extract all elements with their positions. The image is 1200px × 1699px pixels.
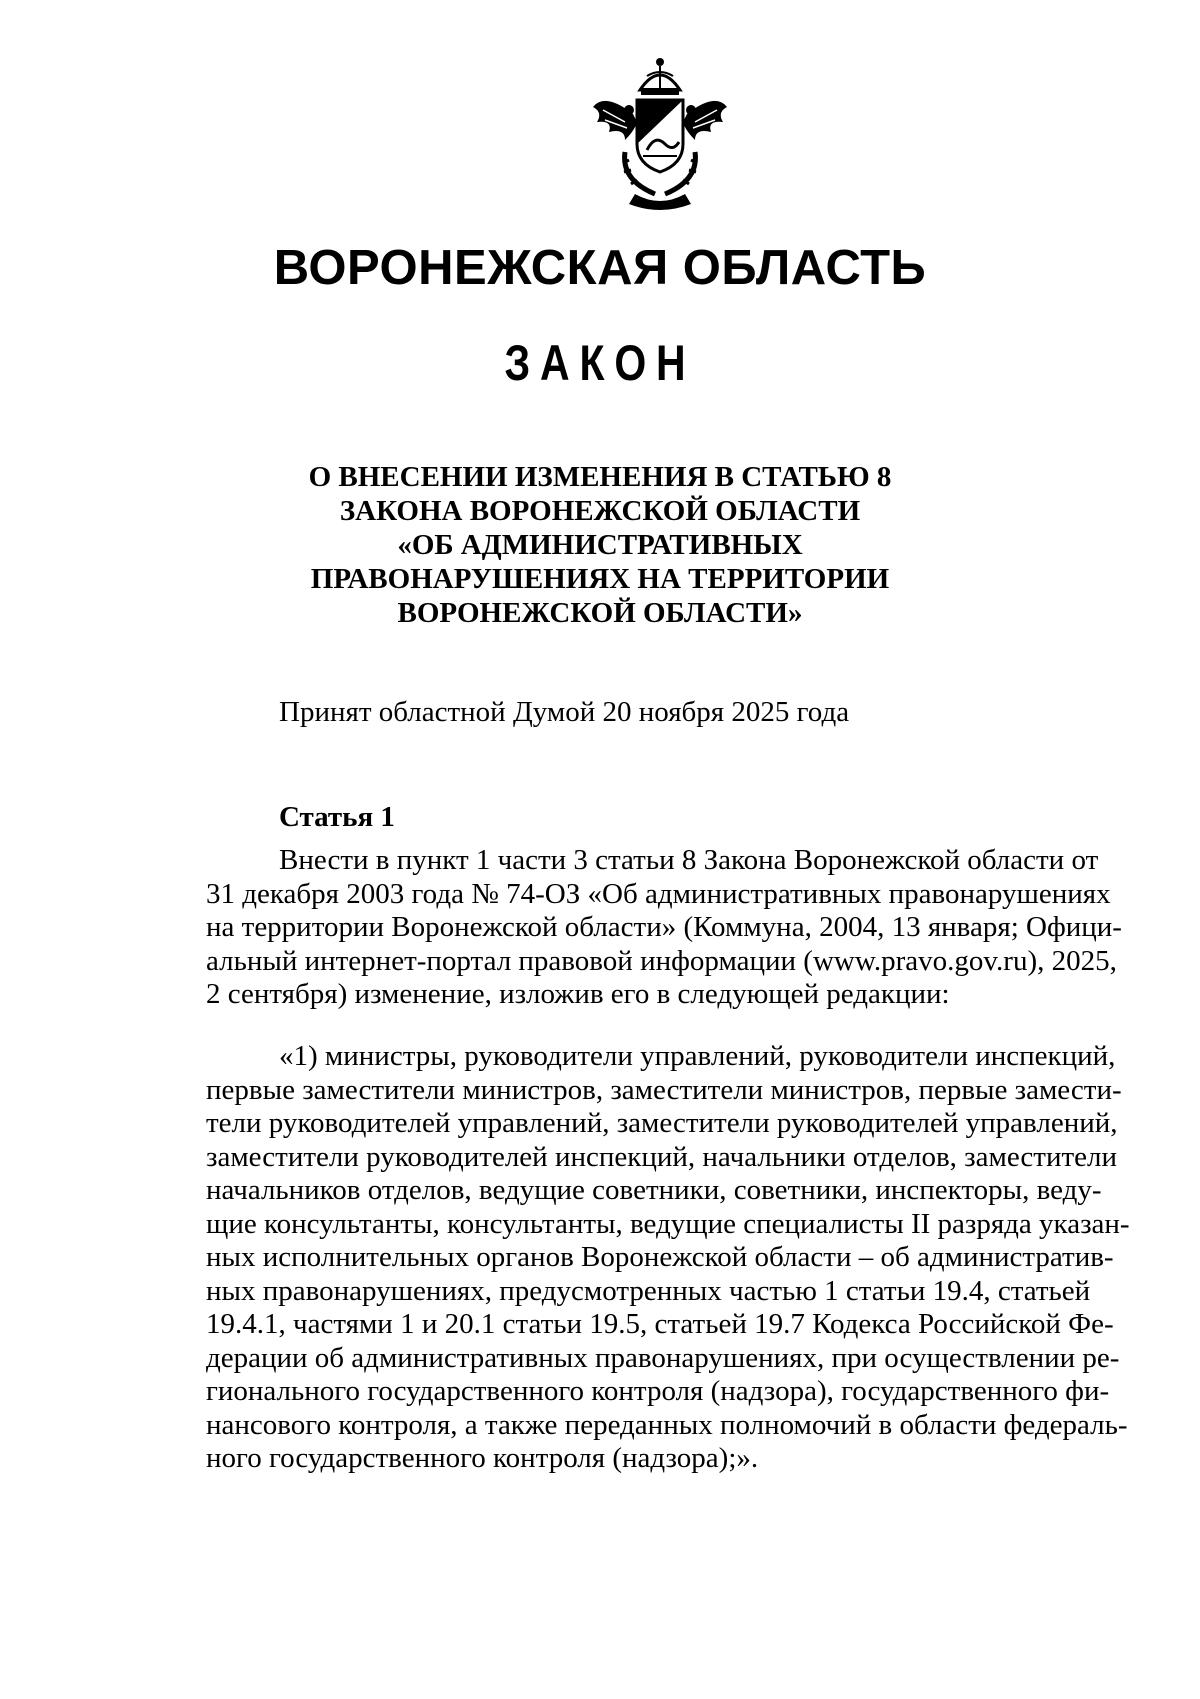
document-type: ЗАКОН (504, 335, 696, 391)
law-title-line: ПРАВОНАРУШЕНИЯХ НА ТЕРРИТОРИИ (310, 563, 890, 595)
law-title-line: ЗАКОНА ВОРОНЕЖСКОЙ ОБЛАСТИ (339, 495, 861, 527)
text-line: начальников отделов, ведущие советники, советники, инспекторы, веду- (206, 1174, 1102, 1206)
adoption-note: Принят областной Думой 20 ноября 2025 года (279, 696, 850, 728)
text-line: «1) министры, руководители управлений, руководители инспекций, (279, 1040, 1116, 1072)
text-line: ных правонарушениях, предусмотренных частью 1 статьи 19.4, статьей (206, 1274, 1091, 1307)
text-line: на территории Воронежской области» (Коммуна, 2004, 13 января; Офици- (206, 911, 1122, 943)
text-line: первые заместители министров, заместители министров, первые замести- (206, 1073, 1122, 1106)
text-line: тели руководителей управлений, заместители руководителей управлений, (206, 1107, 1118, 1139)
text-line: дерации об административных правонарушениях, при осуществлении ре- (206, 1341, 1120, 1374)
text-line: 31 декабря 2003 года № 74-ОЗ «Об административных правонарушениях (206, 877, 1111, 910)
text-line: заместители руководителей инспекций, начальники отделов, заместители (206, 1140, 1118, 1173)
law-title-line: «ОБ АДМИНИСТРАТИВНЫХ (397, 529, 803, 561)
text-line: ного государственного контроля (надзора);». (206, 1442, 759, 1474)
law-title (0, 460, 1200, 630)
text-line: 2 сентября) изменение, изложив его в следующей редакции: (206, 978, 950, 1010)
text-line: Внести в пункт 1 части 3 статьи 8 Закона Воронежской области от (279, 844, 1099, 876)
text-line: щие консультанты, консультанты, ведущие специалисты II разряда указан- (206, 1207, 1130, 1240)
coat-of-arms-icon (585, 52, 735, 212)
text-line: альный интернет-портал правовой информации (www.pravo.gov.ru), 2025, (206, 944, 1117, 977)
article-heading: Статья 1 (279, 801, 395, 833)
text-line: 19.4.1, частями 1 и 20.1 статьи 19.5, статьей 19.7 Кодекса Российской Фе- (206, 1308, 1114, 1340)
article-paragraph-1 (206, 844, 1122, 1012)
law-title-line: ВОРОНЕЖСКОЙ ОБЛАСТИ» (397, 597, 803, 629)
text-line: гионального государственного контроля (надзора), государственного фи- (206, 1375, 1110, 1407)
article-paragraph-2 (206, 1040, 1130, 1476)
region-title: ВОРОНЕЖСКАЯ ОБЛАСТЬ (273, 241, 927, 295)
law-title-line: О ВНЕСЕНИИ ИЗМЕНЕНИЯ В СТАТЬЮ 8 (308, 461, 892, 493)
text-line: нансового контроля, а также переданных полномочий в области федераль- (206, 1408, 1128, 1441)
text-line: ных исполнительных органов Воронежской области – об административ- (206, 1241, 1114, 1273)
